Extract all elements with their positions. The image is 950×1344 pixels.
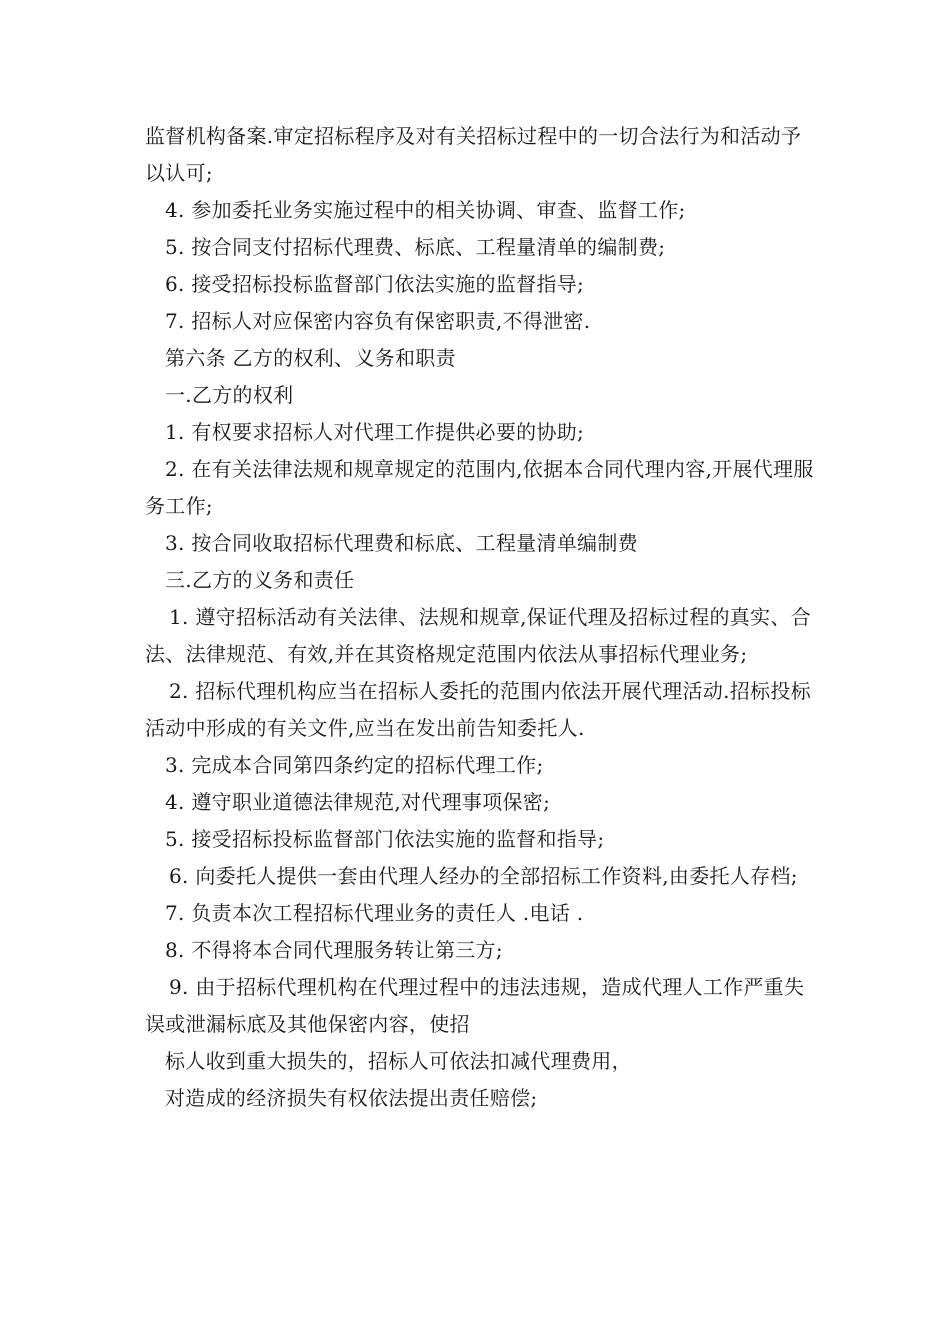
paragraph-22: 对造成的经济损失有权依法提出责任赔偿; xyxy=(165,1086,538,1110)
paragraph-3: 5. 按合同支付招标代理费、标底、工程量清单的编制费; xyxy=(165,235,666,259)
paragraph-8: 1. 有权要求招标人对代理工作提供必要的协助; xyxy=(165,420,585,444)
paragraph-16: 5. 接受招标投标监督部门依法实施的监督和指导; xyxy=(165,827,605,851)
subsection-heading-duties: 三.乙方的义务和责任 xyxy=(165,568,355,592)
subsection-heading-rights: 一.乙方的权利 xyxy=(165,383,294,407)
paragraph-14: 3. 完成本合同第四条约定的招标代理工作; xyxy=(165,753,544,777)
paragraph-2: 4. 参加委托业务实施过程中的相关协调、审查、监督工作; xyxy=(165,198,686,222)
paragraph-13: 2. 招标代理机构应当在招标人委托的范围内依法开展代理活动.招标投标活动中形成的有关文件,应当在发出前告知委托人. xyxy=(145,679,811,740)
paragraph-12: 1. 遵守招标活动有关法律、法规和规章,保证代理及招标过程的真实、合法、法律规范、有效,并在其资格规定范围内依法从事招标代理业务; xyxy=(145,605,811,666)
paragraph-19: 8. 不得将本合同代理服务转让第三方; xyxy=(165,938,503,962)
document-body xyxy=(145,118,815,1117)
paragraph-20: 9. 由于招标代理机构在代理过程中的违法违规，造成代理人工作严重失误或泄漏标底及其他保密内容，使招 xyxy=(145,975,805,1036)
section-heading: 第六条 乙方的权利、义务和职责 xyxy=(165,346,456,370)
paragraph-15: 4. 遵守职业道德法律规范,对代理事项保密; xyxy=(165,790,551,814)
paragraph-1: 监督机构备案.审定招标程序及对有关招标过程中的一切合法行为和活动予以认可; xyxy=(145,124,802,185)
paragraph-4: 6. 接受招标投标监督部门依法实施的监督指导; xyxy=(165,272,585,296)
paragraph-17: 6. 向委托人提供一套由代理人经办的全部招标工作资料,由委托人存档; xyxy=(169,864,798,888)
paragraph-10: 3. 按合同收取招标代理费和标底、工程量清单编制费 xyxy=(165,531,638,555)
paragraph-9: 2. 在有关法律法规和规章规定的范围内,依据本合同代理内容,开展代理服务工作; xyxy=(145,457,814,518)
paragraph-5: 7. 招标人对应保密内容负有保密职责,不得泄密. xyxy=(165,309,591,333)
paragraph-18: 7. 负责本次工程招标代理业务的责任人 .电话 . xyxy=(165,901,584,925)
paragraph-21: 标人收到重大损失的，招标人可依法扣减代理费用， xyxy=(165,1049,632,1073)
